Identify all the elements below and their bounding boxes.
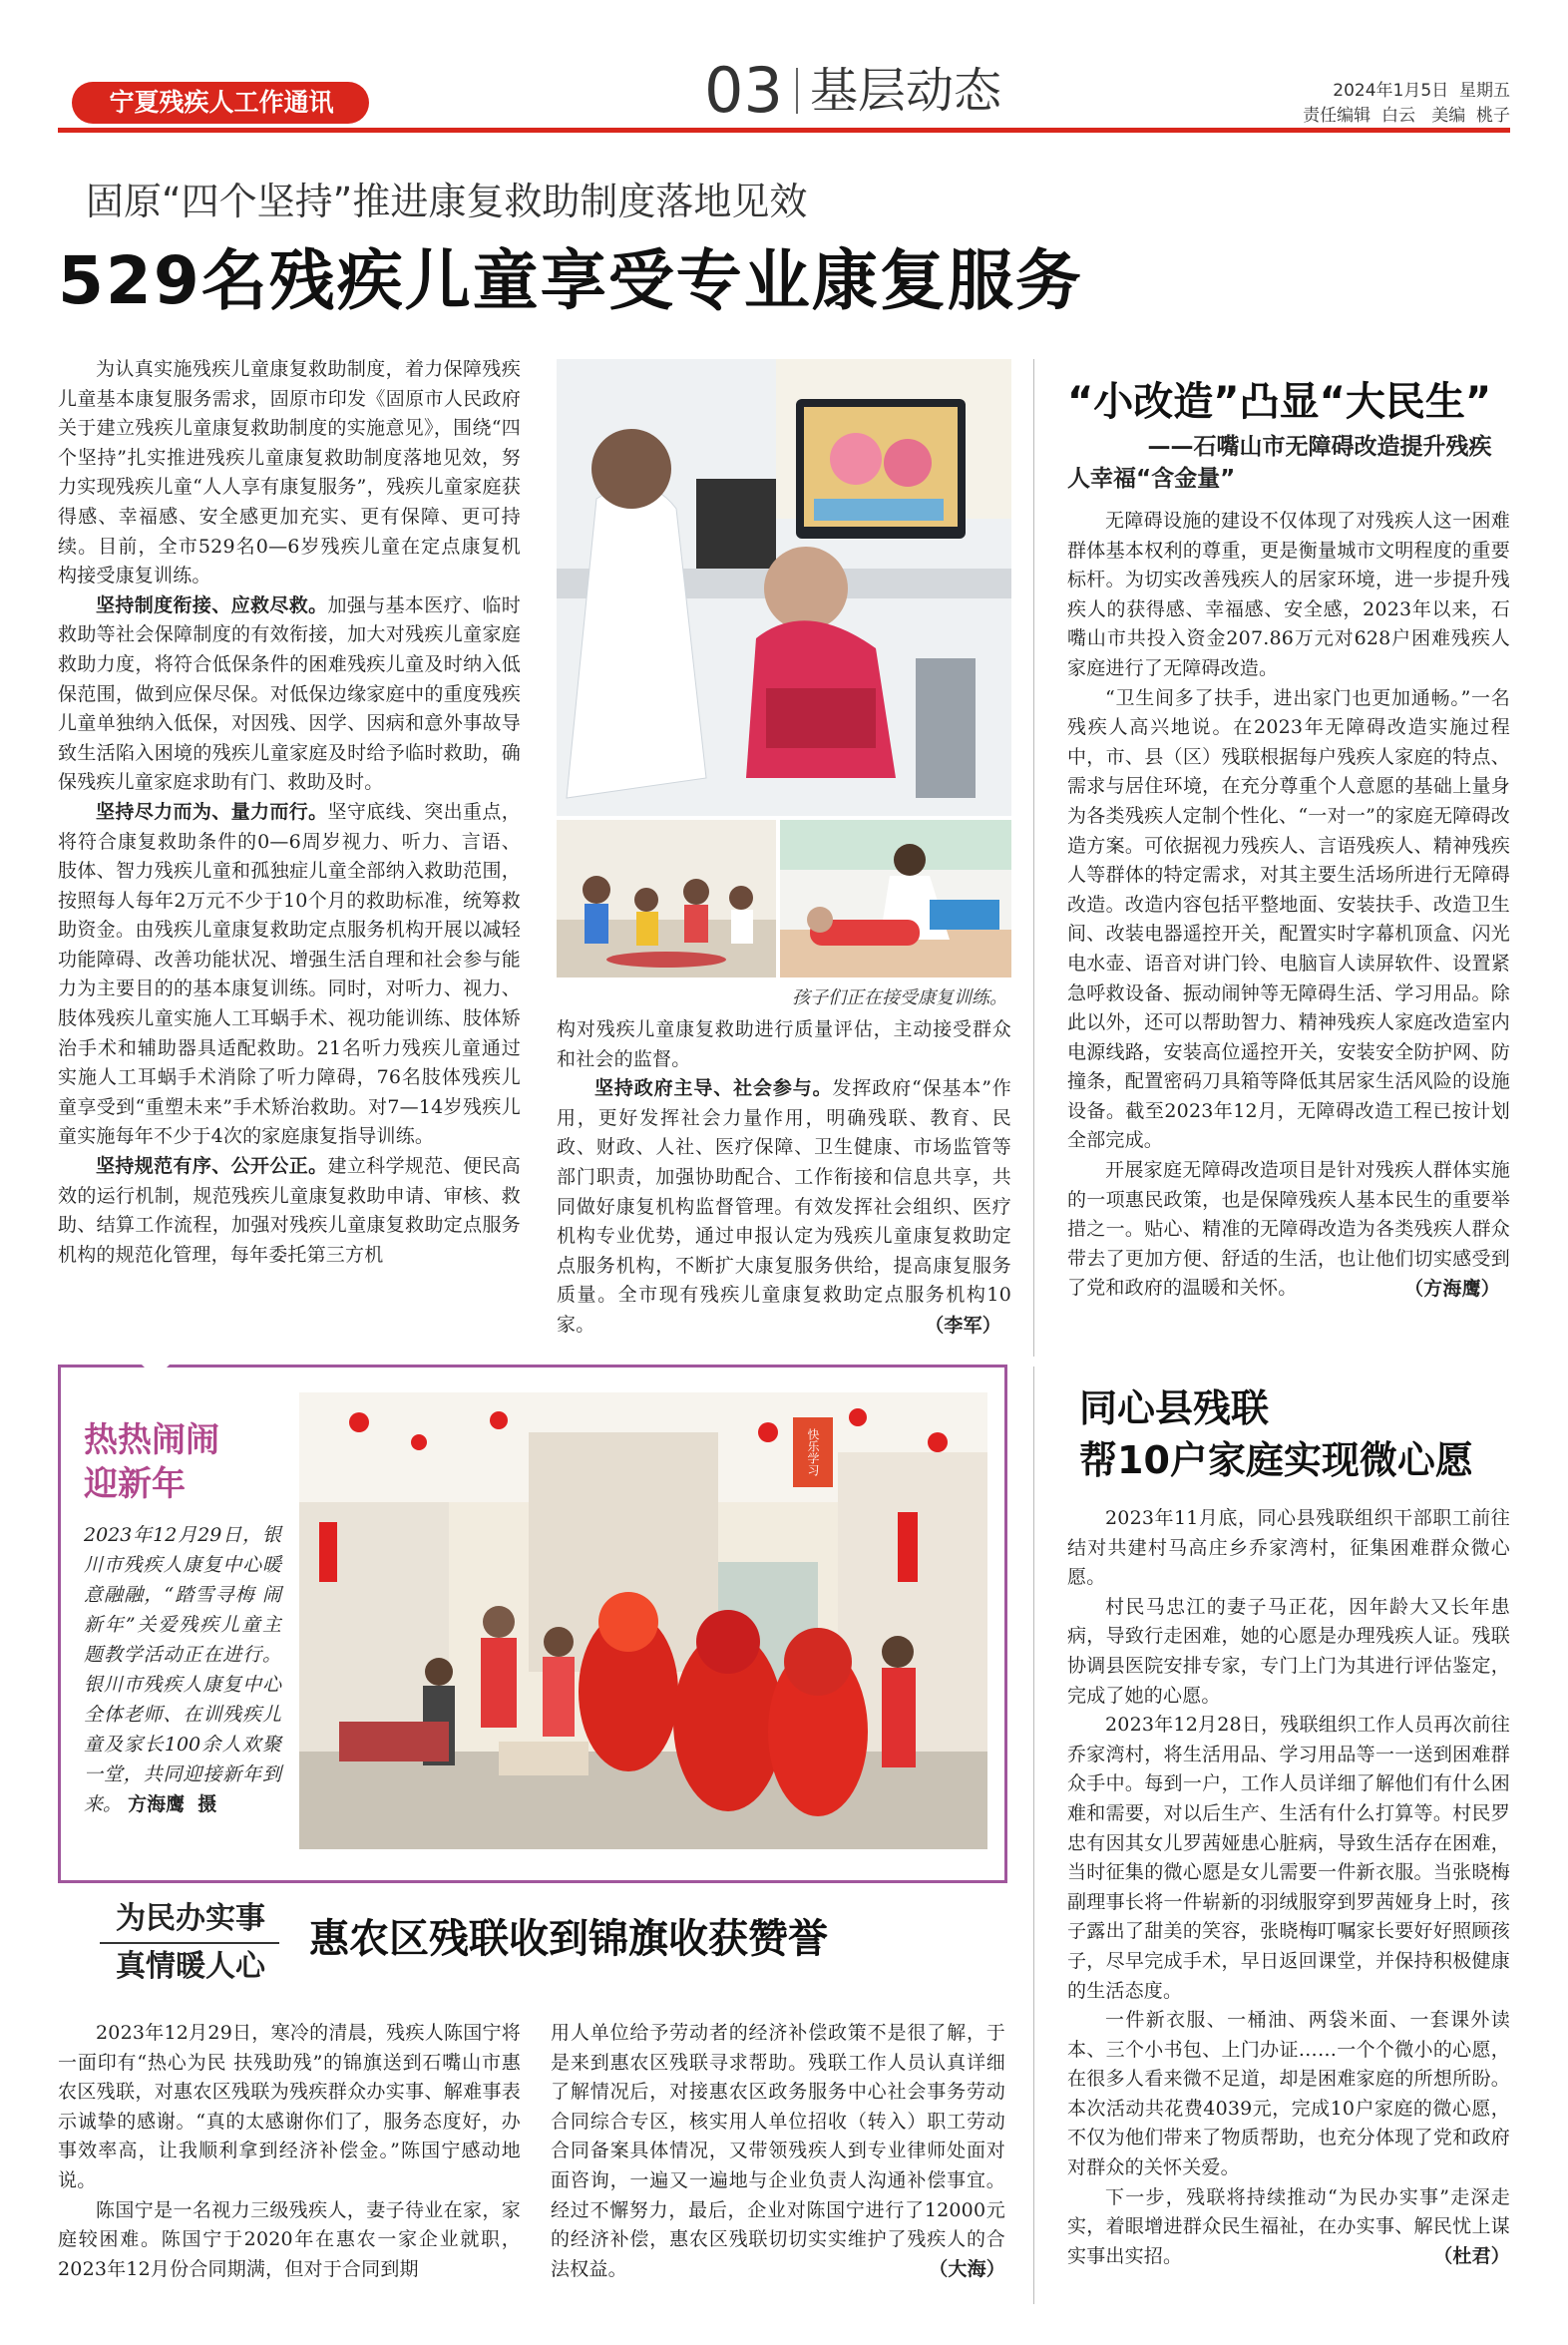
bottom-kicker-rule: [100, 1942, 279, 1944]
lead-kicker: 固原“四个坚持”推进康复救助制度落地见效: [86, 180, 808, 223]
tongxin-author: （杜君）: [1433, 2244, 1510, 2267]
tongxin-headline-2: 帮10户家庭实现微心愿: [1079, 1438, 1473, 1482]
lead-paragraph: 坚持政府主导、社会参与。发挥政府“保基本”作用，更好发挥社会力量作用，明确残联、教育、民政、财政、人社、医疗保障、卫生健康、市场监管等部门职责，加强协助配合、工作衔接和信息共享，共同做好康复机构监督管理。有效发挥社会组织、医疗机构专业优势，通过申报认定为残疾儿童康复救助定点服务机构，不断扩大康复服务供给，提高康复服务质量。全市现有残疾儿童康复救助定点服务机构10家。: [557, 1077, 1011, 1336]
lead-photo-caption: 孩子们正在接受康复训练。: [792, 987, 1007, 1008]
lead-paragraph: 坚持制度衔接、应救尽救。加强与基本医疗、临时救助等社会保障制度的有效衔接，加大对残疾儿童家庭救助力度，将符合低保条件的困难残疾儿童及时纳入低保范围，做到应保尽保。对低保边缘家庭中的重度残疾儿童单独纳入低保，对因残、因学、因病和意外事故导致生活陷入困境的残疾儿童家庭及时给予临时救助，确保残疾儿童家庭求助有门、救助及时。: [58, 593, 521, 794]
new-year-text: 2023年12月29日，银川市残疾人康复中心暖意融融，“踏雪寻梅 闹新年”关爱残疾儿童主题教学活动正在进行。银川市残疾人康复中心全体老师、在训残疾儿童及家长100余人欢聚一堂，共同迎接新年到来。 方海鹰 摄: [84, 1524, 281, 1815]
right-author: （方海鹰）: [1403, 1278, 1500, 1301]
new-year-title-1: 热热闹闹: [84, 1420, 219, 1460]
right-subtitle: ——石嘴山市无障碍改造提升残疾人幸福“含金量”: [1067, 434, 1492, 492]
bottom-column-1: [58, 2019, 521, 2284]
bottom-kicker-2: 真情暖人心: [116, 1949, 265, 1984]
lead-paragraph: 为认真实施残疾儿童康复救助制度，着力保障残疾儿童基本康复服务需求，固原市印发《固原市人民政府关于建立残疾儿童康复救助制度的实施意见》，围绕“四个坚持”扎实推进残疾儿童康复救助制度落地见效，努力实现残疾儿童“人人享有康复服务”，残疾儿童家庭获得感、幸福感、安全感更加充实、更有保障、更可持续。目前，全市529名0—6岁残疾儿童在定点康复机构接受康复训练。: [58, 358, 521, 587]
issue-date: 2024年1月5日 星期五: [1333, 81, 1510, 101]
lead-column-1: [58, 355, 521, 1270]
column-divider-lower: [1033, 1367, 1034, 2304]
rehab-photo-floor: [780, 820, 1011, 977]
bottom-kicker-1: 为民办实事: [116, 1901, 265, 1936]
bottom-column-2: [551, 2019, 1005, 2284]
page-number: 03: [704, 54, 783, 127]
lead-headline: 529名残疾儿童享受专业康复服务: [58, 242, 1083, 319]
right-headline: “小改造”凸显“大民生”: [1067, 379, 1492, 425]
header-divider: [796, 68, 798, 114]
section-title: 基层动态: [810, 63, 1002, 119]
classroom-sign: 快乐学习: [806, 1428, 820, 1476]
new-year-notch: [136, 1359, 176, 1378]
right-paragraph: 开展家庭无障碍改造项目是针对残疾人群体实施的一项惠民政策，也是保障残疾人基本民生的重要举措之一。贴心、精准的无障碍改造为各类残疾人群众带去了更加方便、舒适的生活，也让他们切实感受到了党和政府的温暖和关怀。: [1067, 1159, 1510, 1300]
right-paragraph: “卫生间多了扶手，进出家门也更加通畅。”一名残疾人高兴地说。在2023年无障碍改造实施过程中，市、县（区）残联根据每户残疾人家庭的特点、需求与居住环境，在充分尊重个人意愿的基础上量身为各类残疾人定制个性化、“一对一”的家庭无障碍改造方案。可依据视力残疾人、言语残疾人、精神残疾人等群体的特定需求，对其主要生活场所进行无障碍改造。改造内容包括平整地面、安装扶手、改造卫生间、改装电器遥控开关，配置实时字幕机顶盒、闪光电水壶、语音对讲门铃、电脑盲人读屏软件、设置紧急呼救设备、振动闹钟等无障碍生活、学习用品。除此以外，还可以帮助智力、精神残疾人家庭改造室内电源线路，安装高位遥控开关，安装安全防护网、防撞条，配置密码刀具箱等降低其居家生活风险的设施设备。截至2023年12月，无障碍改造工程已按计划全部完成。: [1067, 686, 1510, 1152]
bottom-headline: 惠农区残联收到锦旗收获赞誉: [309, 1916, 828, 1962]
bottom-paragraph: 陈国宁是一名视力三级残疾人，妻子待业在家，家庭较困难。陈国宁于2020年在惠农一家企业就职，2023年12月份合同期满，但对于合同到期: [58, 2198, 521, 2280]
lead-paragraph: 坚持规范有序、公开公正。建立科学规范、便民高效的运行机制，规范残疾儿童康复救助申请、审核、救助、结算工作流程，加强对残疾儿童康复救助定点服务机构的规范化管理，每年委托第三方机: [58, 1155, 521, 1266]
paper-name: 宁夏残疾人工作通讯: [109, 88, 334, 117]
right-body: [1067, 507, 1510, 1305]
tongxin-headline-1: 同心县残联: [1079, 1386, 1270, 1430]
tongxin-paragraph: 村民马忠江的妻子马正花，因年龄大又长年患病，导致行走困难，她的心愿是办理残疾人证。残联协调县医院安排专家，专门上门为其进行评估鉴定，完成了她的心愿。: [1067, 1595, 1510, 1707]
tongxin-paragraph: 一件新衣服、一桶油、两袋米面、一套课外读本、三个小书包、上门办证……一个个微小的心愿，在很多人看来微不足道，却是困难家庭的所想所盼。本次活动共花费4039元，完成10户家庭的微心愿，不仅为他们带来了物质帮助，也充分体现了党和政府对群众的关怀关爱。: [1067, 2009, 1510, 2179]
bottom-paragraph: 2023年12月29日，寒冷的清晨，残疾人陈国宁将一面印有“热心为民 扶残助残”的锦旗送到石嘴山市惠农区残联，对惠农区残联为残疾群众办实事、解难事表示诚挚的感谢。“真的太感谢你们了，服务态度好，办事效率高，让我顺利拿到经济补偿金。”陈国宁感动地说。: [58, 2022, 521, 2191]
new-year-credit: 方海鹰 摄: [128, 1793, 217, 1815]
new-year-title-2: 迎新年: [84, 1464, 186, 1504]
bottom-author: （大海）: [929, 2257, 1005, 2280]
rehab-photo-main: [557, 359, 1011, 816]
lead-column-2: [557, 1015, 1011, 1341]
lead-author: （李军）: [925, 1314, 1001, 1337]
tongxin-paragraph: 2023年12月28日，残联组织工作人员再次前往乔家湾村，将生活用品、学习用品等一一送到困难群众手中。每到一户，工作人员详细了解他们有什么困难和需要，对以后生产、生活有什么打算等。村民罗忠有因其女儿罗茜娅患心脏病，导致生活存在困难，当时征集的微心愿是女儿需要一件新衣服。当张晓梅副理事长将一件崭新的羽绒服穿到罗茜娅身上时，孩子露出了甜美的笑容，张晓梅叮嘱家长要好好照顾孩子，尽早完成手术，早日返回课堂，并保持积极健康的生活态度。: [1067, 1714, 1510, 2002]
header-rule: [58, 128, 1510, 133]
tongxin-body: [1067, 1504, 1510, 2271]
bottom-paragraph: 用人单位给予劳动者的经济补偿政策不是很了解，于是来到惠农区残联寻求帮助。残联工作人员认真详细了解情况后，对接惠农区政务服务中心社会事务劳动合同综合专区，核实用人单位招收（转入）职工劳动合同备案具体情况，又带领残疾人到专业律师处面对面咨询，一遍又一遍地与企业负责人沟通补偿事宜。经过不懈努力，最后，企业对陈国宁进行了12000元的经济补偿，惠农区残联切切实实维护了残疾人的合法权益。 （大海）: [551, 2019, 1005, 2284]
right-paragraph: 无障碍设施的建设不仅体现了对残疾人这一困难群体基本权利的尊重，更是衡量城市文明程度的重要标杆。为切实改善残疾人的居家环境，进一步提升残疾人的获得感、幸福感、安全感，2023年以来，石嘴山市共投入资金207.86万元对628户困难残疾人家庭进行了无障碍改造。: [1067, 510, 1510, 679]
new-year-photo: [299, 1392, 987, 1849]
tongxin-paragraph: 下一步，残联将持续推动“为民办实事”走深走实，着眼增进群众民生福祉，在办实事、解民忧上谋实事出实招。 （杜君）: [1067, 2183, 1510, 2272]
editors: 责任编辑 白云 美编 桃子: [1303, 106, 1510, 126]
lead-paragraph: 坚持尽力而为、量力而行。坚守底线、突出重点，将符合康复救助条件的0—6周岁视力、听力、言语、肢体、智力残疾儿童和孤独症儿童全部纳入救助范围，按照每人每年2万元不少于10个月的救助标准，统筹救助资金。由残疾儿童康复救助定点服务机构开展以减轻功能障碍、改善功能状况、增强生活自理和社会参与能力为主要目的的基本康复训练。同时，对听力、视力、肢体残疾儿童实施人工耳蜗手术、视功能训练、肢体矫治手术和辅助器具适配救助。21名听力残疾儿童通过实施人工耳蜗手术消除了听力障碍，76名肢体残疾儿童享受到“重塑未来”手术矫治救助。对7—14岁残疾儿童实施每年不少于4次的家庭康复指导训练。: [58, 800, 521, 1148]
column-divider: [1033, 359, 1034, 1357]
rehab-photo-group: [557, 820, 776, 977]
tongxin-paragraph: 2023年11月底，同心县残联组织干部职工前往结对共建村马高庄乡乔家湾村，征集困难群众微心愿。: [1067, 1507, 1510, 1589]
lead-paragraph: 构对残疾儿童康复救助进行质量评估，主动接受群众和社会的监督。: [557, 1018, 1011, 1070]
